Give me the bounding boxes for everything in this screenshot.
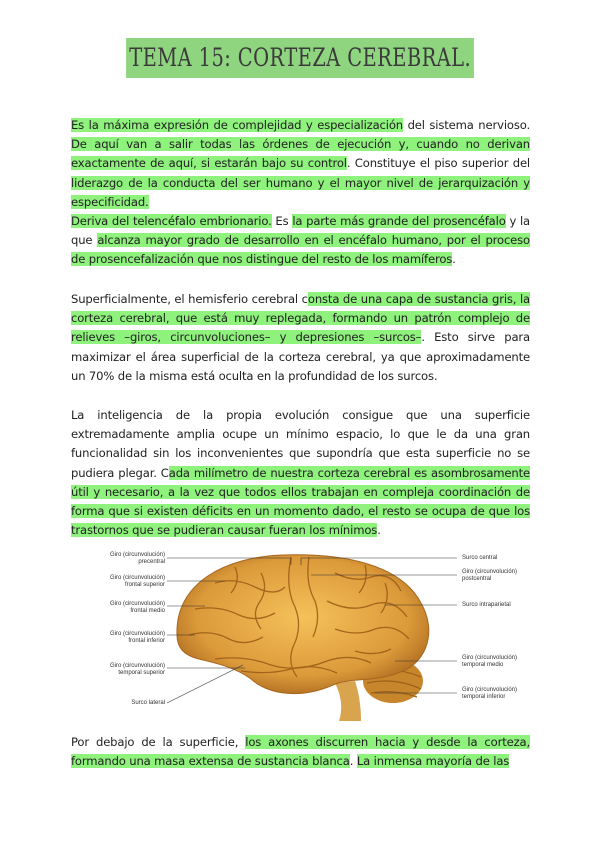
page-title: TEMA 15: CORTEZA CEREBRAL. xyxy=(126,38,474,78)
highlighted-text: liderazgo de la conducta del ser humano y el mayor nivel de jerarquización y especificidad. xyxy=(71,175,530,209)
label-intraparietal-sulcus: Surco intraparietal xyxy=(462,602,511,608)
label-middle-temporal-gyrus: Giro (circunvolución) temporal medio xyxy=(462,655,518,668)
label-inferior-temporal-gyrus: Giro (circunvolución) temporal inferior xyxy=(462,687,518,700)
label-middle-frontal-gyrus: Giro (circunvolución) frontal medio xyxy=(109,601,165,614)
body-text: y la que xyxy=(71,214,531,248)
body-text: Superficialmente, el hemisferio cerebral c xyxy=(71,292,308,306)
highlighted-text: onsta de una capa de sustancia gris, la corteza cerebral, que está muy replegada, formando un patrón complejo de relieves –giros, circunvoluciones– y depresiones –surcos– xyxy=(71,292,530,345)
label-precentral-gyrus: Giro (circunvolución) precentral xyxy=(109,552,165,565)
label-superior-temporal-gyrus: Giro (circunvolución) temporal superior xyxy=(109,663,165,676)
highlighted-text: De aquí van a salir todas las órdenes de ejecución y, cuando no derivan exactamente de aquí, si estarán bajo su control xyxy=(71,137,530,171)
hemisphere-shape xyxy=(177,555,429,694)
highlighted-text: alcanza mayor grado de desarrollo en el encéfalo humano, por el proceso de prosencefalización que nos distingue del resto de los mamíferos xyxy=(71,233,530,267)
body-text: . xyxy=(349,754,357,769)
highlighted-text: Deriva del telencéfalo embrionario. xyxy=(71,214,272,228)
highlighted-text: La inmensa mayoría de las xyxy=(356,754,510,769)
paragraph-2 xyxy=(71,212,530,270)
highlighted-text: ada milímetro de nuestra corteza cerebral es asombrosamente útil y necesario, a la vez que todos ellos trabajan en compleja coordinación de forma que si existen déficits en un momento dado, el resto se ocupa de que los trastornos que se pudieran causar fueran los mínimos xyxy=(71,465,530,538)
brainstem-shape xyxy=(335,681,361,721)
body-text: Es xyxy=(271,214,293,228)
label-postcentral-gyrus: Giro (circunvolución) postcentral xyxy=(462,569,518,582)
label-lateral-sulcus: Surco lateral xyxy=(131,700,165,706)
title-wrap xyxy=(0,38,600,78)
label-inferior-frontal-gyrus: Giro (circunvolución) frontal inferior xyxy=(109,631,165,644)
body-text: . Esto sirve para maximizar el área superficial de la corteza cerebral, ya que aproximadamente un 70% de la misma está oculta en la profundidad de los surcos. xyxy=(71,330,531,383)
paragraph-1 xyxy=(71,116,530,212)
label-superior-frontal-gyrus: Giro (circunvolución) frontal superior xyxy=(109,575,165,588)
brain-figure xyxy=(65,543,530,721)
label-central-sulcus: Surco central xyxy=(462,555,498,561)
body-text: . xyxy=(452,252,456,267)
body-text: . Constituye el piso superior del xyxy=(346,156,530,171)
highlighted-text: la parte más grande del prosencéfalo xyxy=(292,214,506,228)
highlighted-text: los axones discurren hacia y desde la corteza, formando una masa extensa de sustancia blanca xyxy=(71,735,530,769)
body-text: Por debajo de la superficie, xyxy=(71,735,246,749)
body-text: del sistema nervioso. xyxy=(403,118,530,132)
paragraph-4 xyxy=(71,406,530,540)
highlighted-text: Es la máxima expresión de complejidad y especialización xyxy=(71,118,403,132)
paragraph-5 xyxy=(71,733,530,771)
body-text: . xyxy=(377,523,381,538)
body-text: La inteligencia de la propia evolución consigue que una superficie extremadamente amplia ocupe un mínimo espacio, lo que le da una gran funcionalidad sin los inconvenientes que supondría que esta superficie no se pudiera plegar. C xyxy=(71,408,530,480)
paragraph-3 xyxy=(71,290,530,386)
